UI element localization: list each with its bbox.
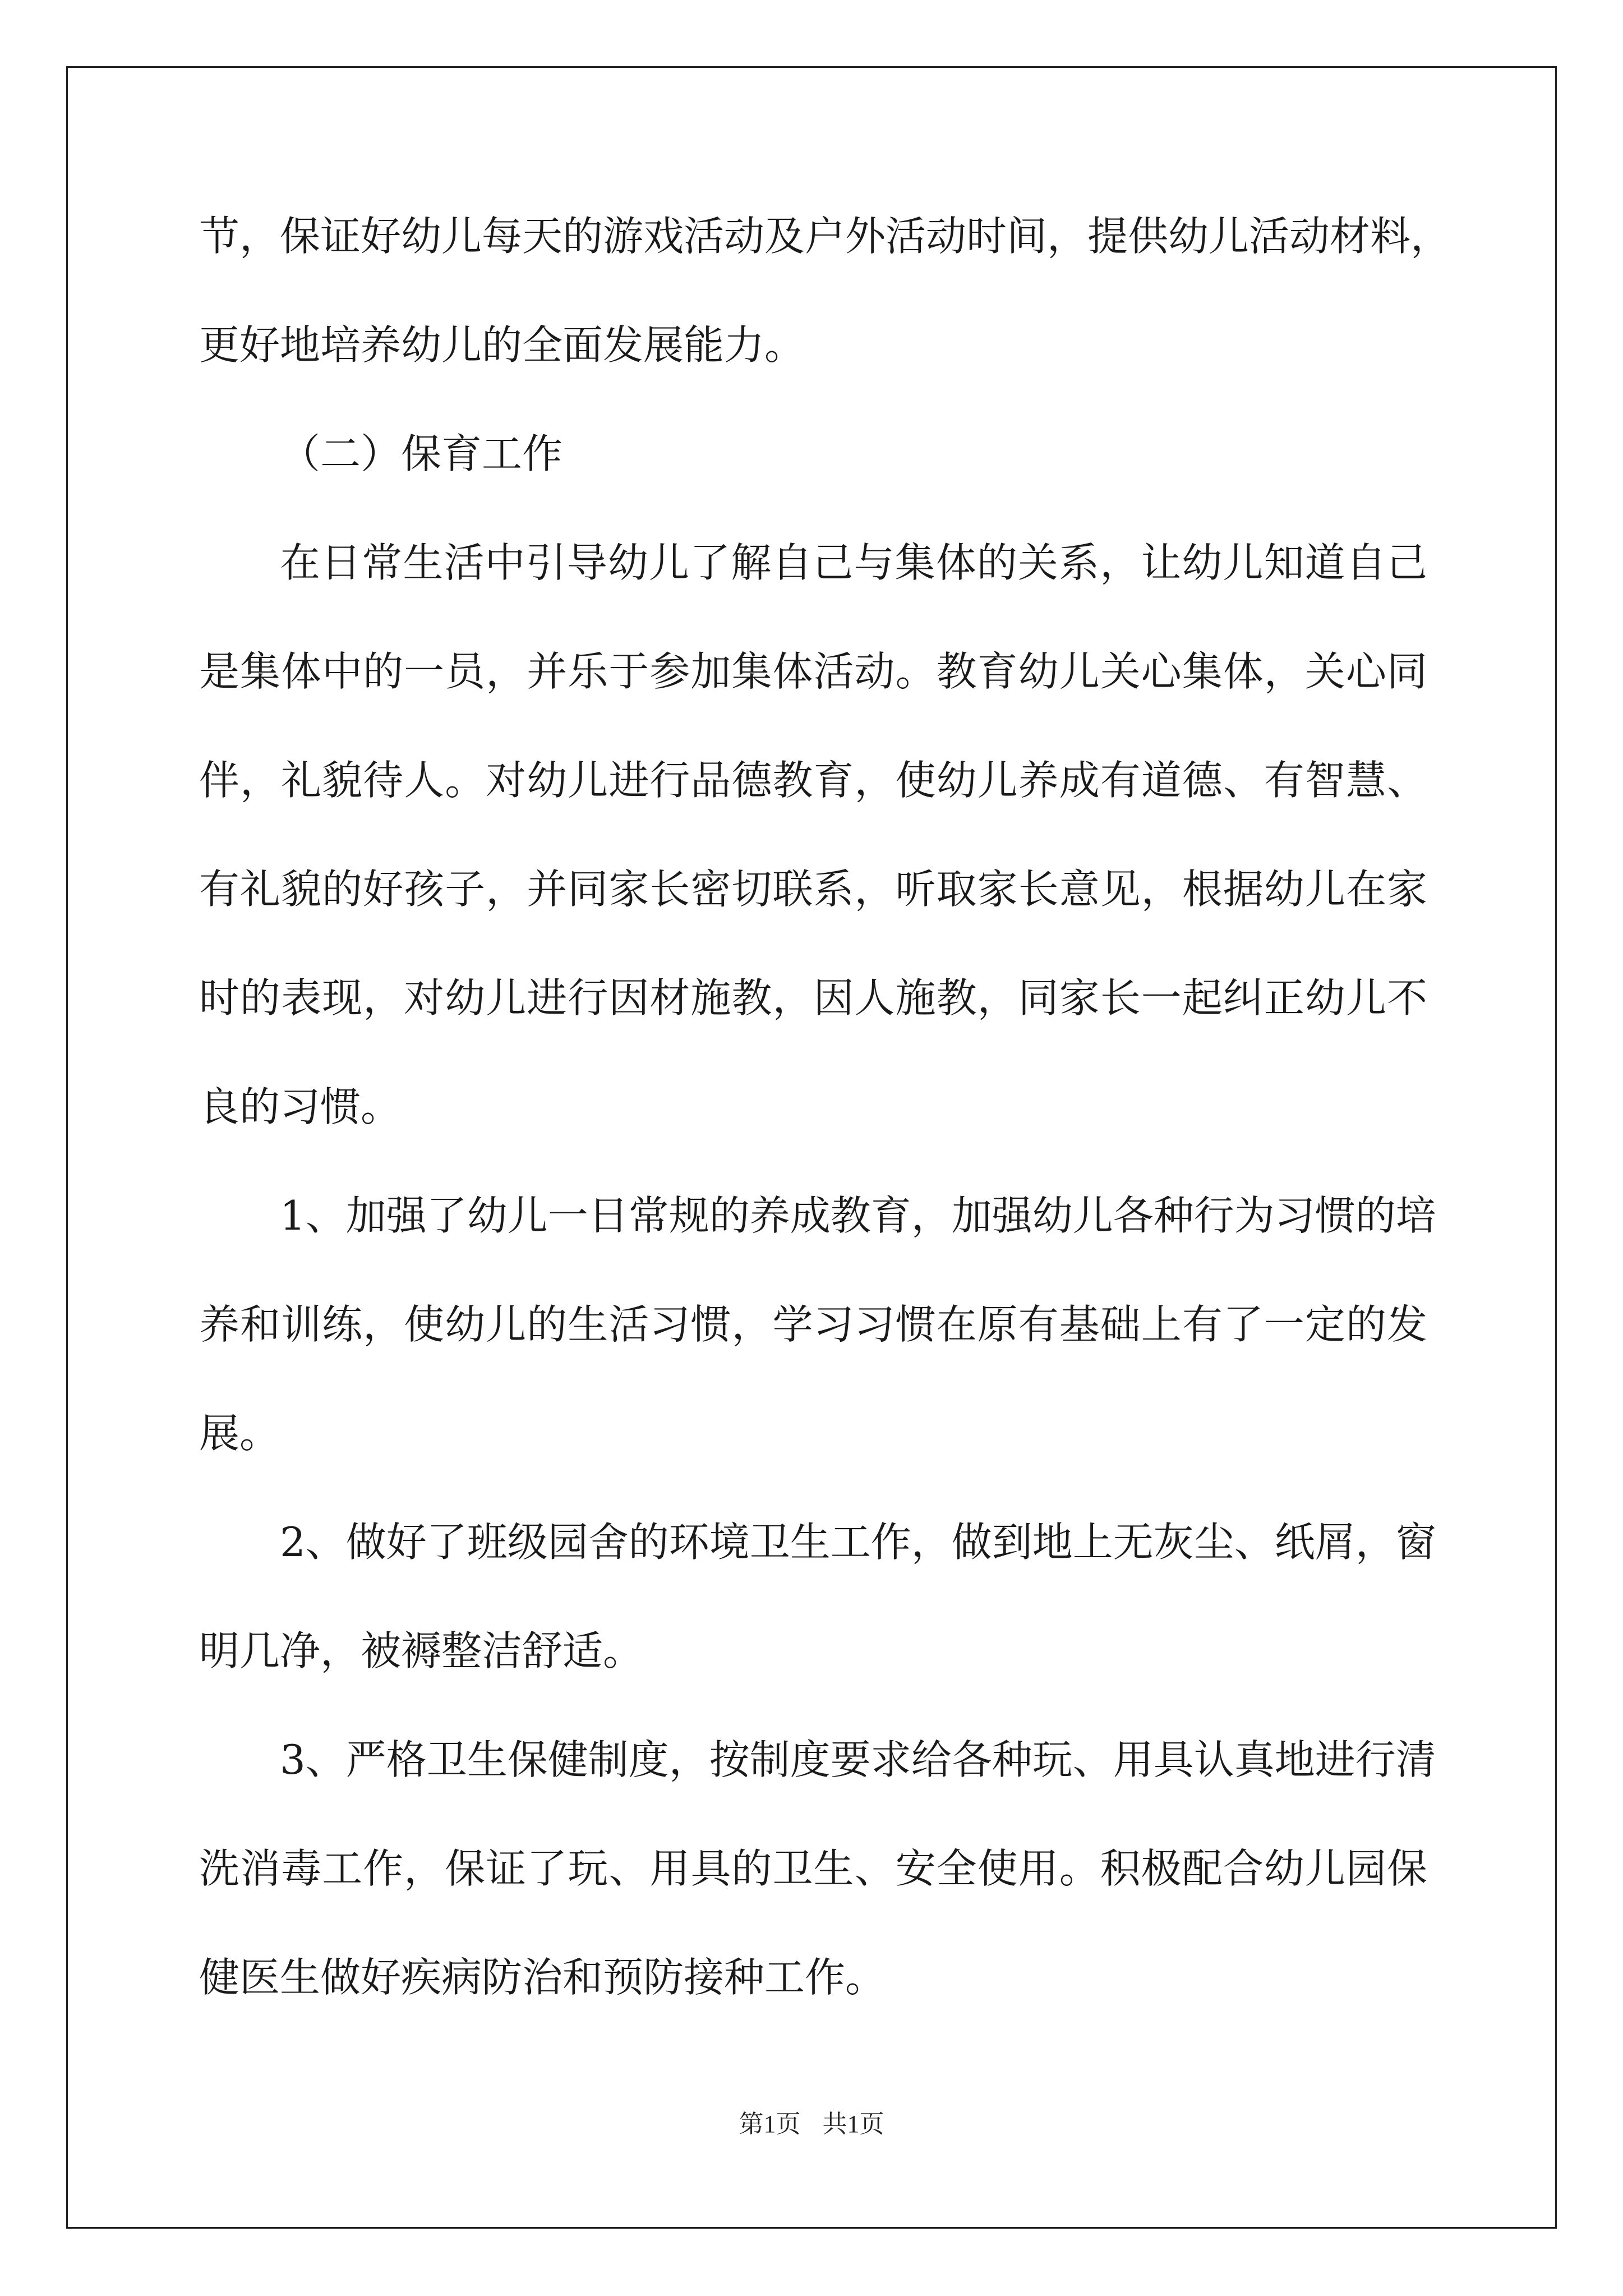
- list-item-line: 2、做好了班级园舍的环境卫生工作，做到地上无灰尘、纸屑，窗: [280, 1519, 1436, 1566]
- text-line: 节，保证好幼儿每天的游戏活动及户外活动时间，提供幼儿活动材料，: [199, 213, 1451, 260]
- list-item-line: 展。: [199, 1410, 280, 1457]
- text-line: 良的习惯。: [199, 1083, 402, 1130]
- document-body: [199, 213, 1451, 2066]
- list-item-line: 1、加强了幼儿一日常规的养成教育，加强幼儿各种行为习惯的培: [280, 1192, 1436, 1239]
- text-line: 在日常生活中引导幼儿了解自己与集体的关系，让幼儿知道自己: [280, 539, 1427, 586]
- page-number: 第1页: [739, 2110, 801, 2138]
- page-total: 共1页: [822, 2110, 884, 2138]
- list-item-line: 健医生做好疾病防治和预防接种工作。: [199, 1954, 886, 2001]
- list-item-line: 明几净，被褥整洁舒适。: [199, 1627, 644, 1674]
- text-line: 更好地培养幼儿的全面发展能力。: [199, 321, 805, 369]
- text-line: 是集体中的一员，并乐于参加集体活动。教育幼儿关心集体，关心同: [199, 648, 1427, 695]
- list-item-line: 洗消毒工作，保证了玩、用具的卫生、安全使用。积极配合幼儿园保: [199, 1845, 1427, 1892]
- list-item-line: 3、严格卫生保健制度，按制度要求给各种玩、用具认真地进行清: [280, 1736, 1436, 1783]
- list-item-line: 养和训练，使幼儿的生活习惯，学习习惯在原有基础上有了一定的发: [199, 1301, 1427, 1348]
- text-line: 时的表现，对幼儿进行因材施教，因人施教，同家长一起纠正幼儿不: [199, 974, 1427, 1022]
- section-heading: （二）保育工作: [280, 430, 563, 477]
- text-line: 有礼貌的好孩子，并同家长密切联系，听取家长意见，根据幼儿在家: [199, 866, 1427, 913]
- text-line: 伴，礼貌待人。对幼儿进行品德教育，使幼儿养成有道德、有智慧、: [199, 757, 1427, 804]
- page-footer: [0, 2104, 1623, 2139]
